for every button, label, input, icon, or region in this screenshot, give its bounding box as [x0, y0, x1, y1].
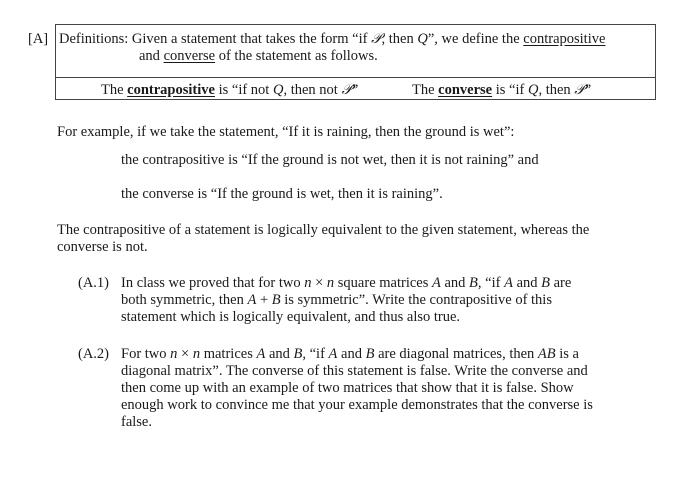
question-a1-line-1: In class we proved that for two n × n square matrices A and B, “if A and B are	[121, 275, 572, 291]
converse-term: converse	[163, 48, 216, 64]
equivalence-line-2: converse is not.	[57, 239, 148, 255]
section-label: [A]	[28, 31, 49, 47]
example-contrapositive: the contrapositive is “If the ground is not wet, then it is not raining” and	[121, 152, 539, 168]
question-a2-label: (A.2)	[78, 346, 110, 362]
contrapositive-term: contrapositive	[523, 31, 606, 47]
question-a2-line-2: diagonal matrix”. The converse of this statement is false. Write the converse and	[121, 363, 588, 379]
question-a2-line-5: false.	[121, 414, 152, 430]
equivalence-line-1: The contrapositive of a statement is logically equivalent to the given statement, whereas the	[57, 222, 590, 238]
definition-line-2: and converse of the statement as follows.	[139, 48, 378, 64]
definition-box-divider	[55, 77, 656, 78]
question-a2-line-4: enough work to convince me that your example demonstrates that the converse is	[121, 397, 593, 413]
question-a1-line-2: both symmetric, then A + B is symmetric”. Write the contrapositive of this	[121, 292, 552, 308]
question-a1-label: (A.1)	[78, 275, 110, 291]
definition-line-1: Definitions: Given a statement that takes the form “if 𝒫, then Q”, we define the contrapositive	[59, 31, 606, 47]
question-a2-line-3: then come up with an example of two matrices that show that it is false. Show	[121, 380, 574, 396]
converse-definition: The converse is “if Q, then 𝒫”	[412, 82, 592, 98]
example-intro: For example, if we take the statement, “If it is raining, then the ground is wet”:	[57, 124, 515, 140]
question-a2-line-1: For two n × n matrices A and B, “if A and B are diagonal matrices, then AB is a	[121, 346, 579, 362]
example-converse: the converse is “If the ground is wet, then it is raining”.	[121, 186, 443, 202]
contrapositive-definition: The contrapositive is “if not Q, then not 𝒫”	[101, 82, 359, 98]
question-a1-line-3: statement which is logically equivalent, and thus also true.	[121, 309, 461, 325]
